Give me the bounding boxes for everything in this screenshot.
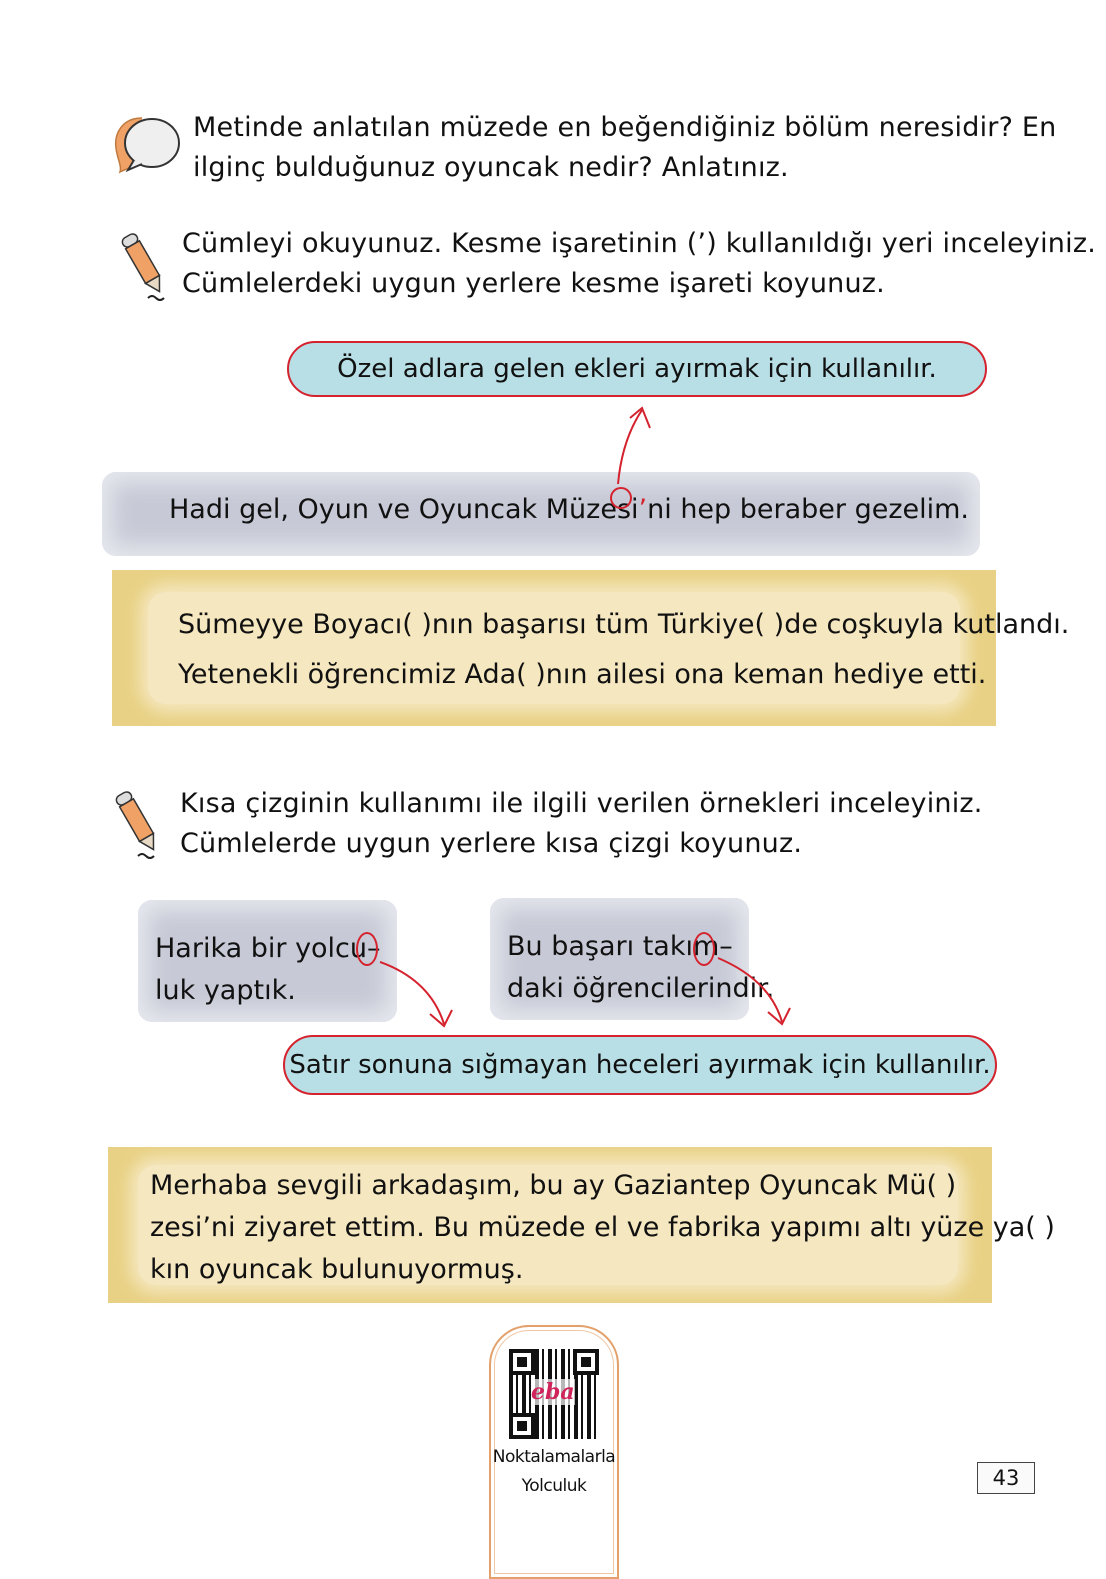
- example-text: daki öğrencilerindir.: [507, 973, 775, 1004]
- eba-logo: eba: [531, 1379, 575, 1405]
- instruction-line: Kısa çizginin kullanımı ile ilgili verilen örnekleri inceleyiniz.: [180, 788, 983, 819]
- instruction-line: Cümleyi okuyunuz. Kesme işaretinin (’) kullanıldığı yeri inceleyiniz.: [182, 228, 1096, 259]
- hyphen-example-box-1: [138, 900, 397, 1022]
- apostrophe-rule-bubble: Özel adlara gelen ekleri ayırmak için kullanılır.: [287, 341, 987, 397]
- instruction-line: Cümlelerdeki uygun yerlere kesme işareti koyunuz.: [182, 268, 885, 299]
- hyphen-mark: –: [367, 933, 381, 964]
- qr-caption: Yolculuk: [521, 1476, 587, 1496]
- page-number-tag: [977, 1462, 1035, 1494]
- instruction-text: [182, 224, 1096, 304]
- qr-caption: Noktalamalarla: [492, 1447, 616, 1467]
- arrow-icon: [630, 408, 650, 428]
- exercise-sentence[interactable]: Yetenekli öğrencimiz Ada( )nın ailesi ona keman hediye etti.: [178, 659, 987, 690]
- hyphen-exercise-tape: [108, 1147, 1055, 1303]
- example-text: Hadi gel, Oyun ve Oyuncak Müzesi: [169, 494, 639, 525]
- arrow-icon: [430, 1010, 452, 1026]
- example-text: Harika bir yolcu: [155, 933, 368, 964]
- apostrophe-exercise-tape: [112, 570, 1070, 726]
- question-line: ilginç bulduğunuz oyuncak nedir? Anlatınız.: [193, 152, 789, 183]
- pencil-icon: [118, 228, 168, 307]
- highlight-circle: [610, 487, 632, 509]
- pencil-icon: [112, 786, 162, 865]
- exercise-line[interactable]: Merhaba sevgili arkadaşım, bu ay Gaziantep Oyuncak Mü( ): [150, 1170, 957, 1201]
- qr-card[interactable]: [489, 1325, 619, 1579]
- highlight-circle: [693, 932, 715, 966]
- apostrophe-example-box: [102, 472, 980, 556]
- question-text: [193, 108, 1056, 188]
- arrow-icon: [768, 1008, 790, 1024]
- example-text: ni hep beraber gezelim.: [647, 494, 970, 525]
- instruction-text: [180, 784, 983, 864]
- exercise-line[interactable]: zesi’ni ziyaret ettim. Bu müzede el ve fabrika yapımı altı yüze ya( ): [150, 1212, 1055, 1243]
- hyphen-mark: –: [719, 931, 733, 962]
- hyphen-rule-bubble: Satır sonuna sığmayan heceleri ayırmak için kullanılır.: [283, 1035, 997, 1095]
- apostrophe-mark: ’: [638, 494, 648, 525]
- question-line: Metinde anlatılan müzede en beğendiğiniz bölüm neresidir? En: [193, 112, 1057, 143]
- qr-code[interactable]: [509, 1349, 599, 1439]
- page-number: 43: [992, 1466, 1020, 1490]
- speech-bubble-icon: [112, 112, 182, 174]
- example-text: Bu başarı takım: [507, 931, 720, 962]
- instruction-line: Cümlelerde uygun yerlere kısa çizgi koyunuz.: [180, 828, 803, 859]
- example-text: luk yaptık.: [155, 975, 296, 1006]
- highlight-circle: [356, 932, 378, 966]
- exercise-line: kın oyuncak bulunuyormuş.: [150, 1254, 524, 1285]
- example-sentence: [169, 494, 969, 525]
- exercise-sentence[interactable]: Sümeyye Boyacı( )nın başarısı tüm Türkiye( )de coşkuyla kutlandı.: [178, 609, 1070, 640]
